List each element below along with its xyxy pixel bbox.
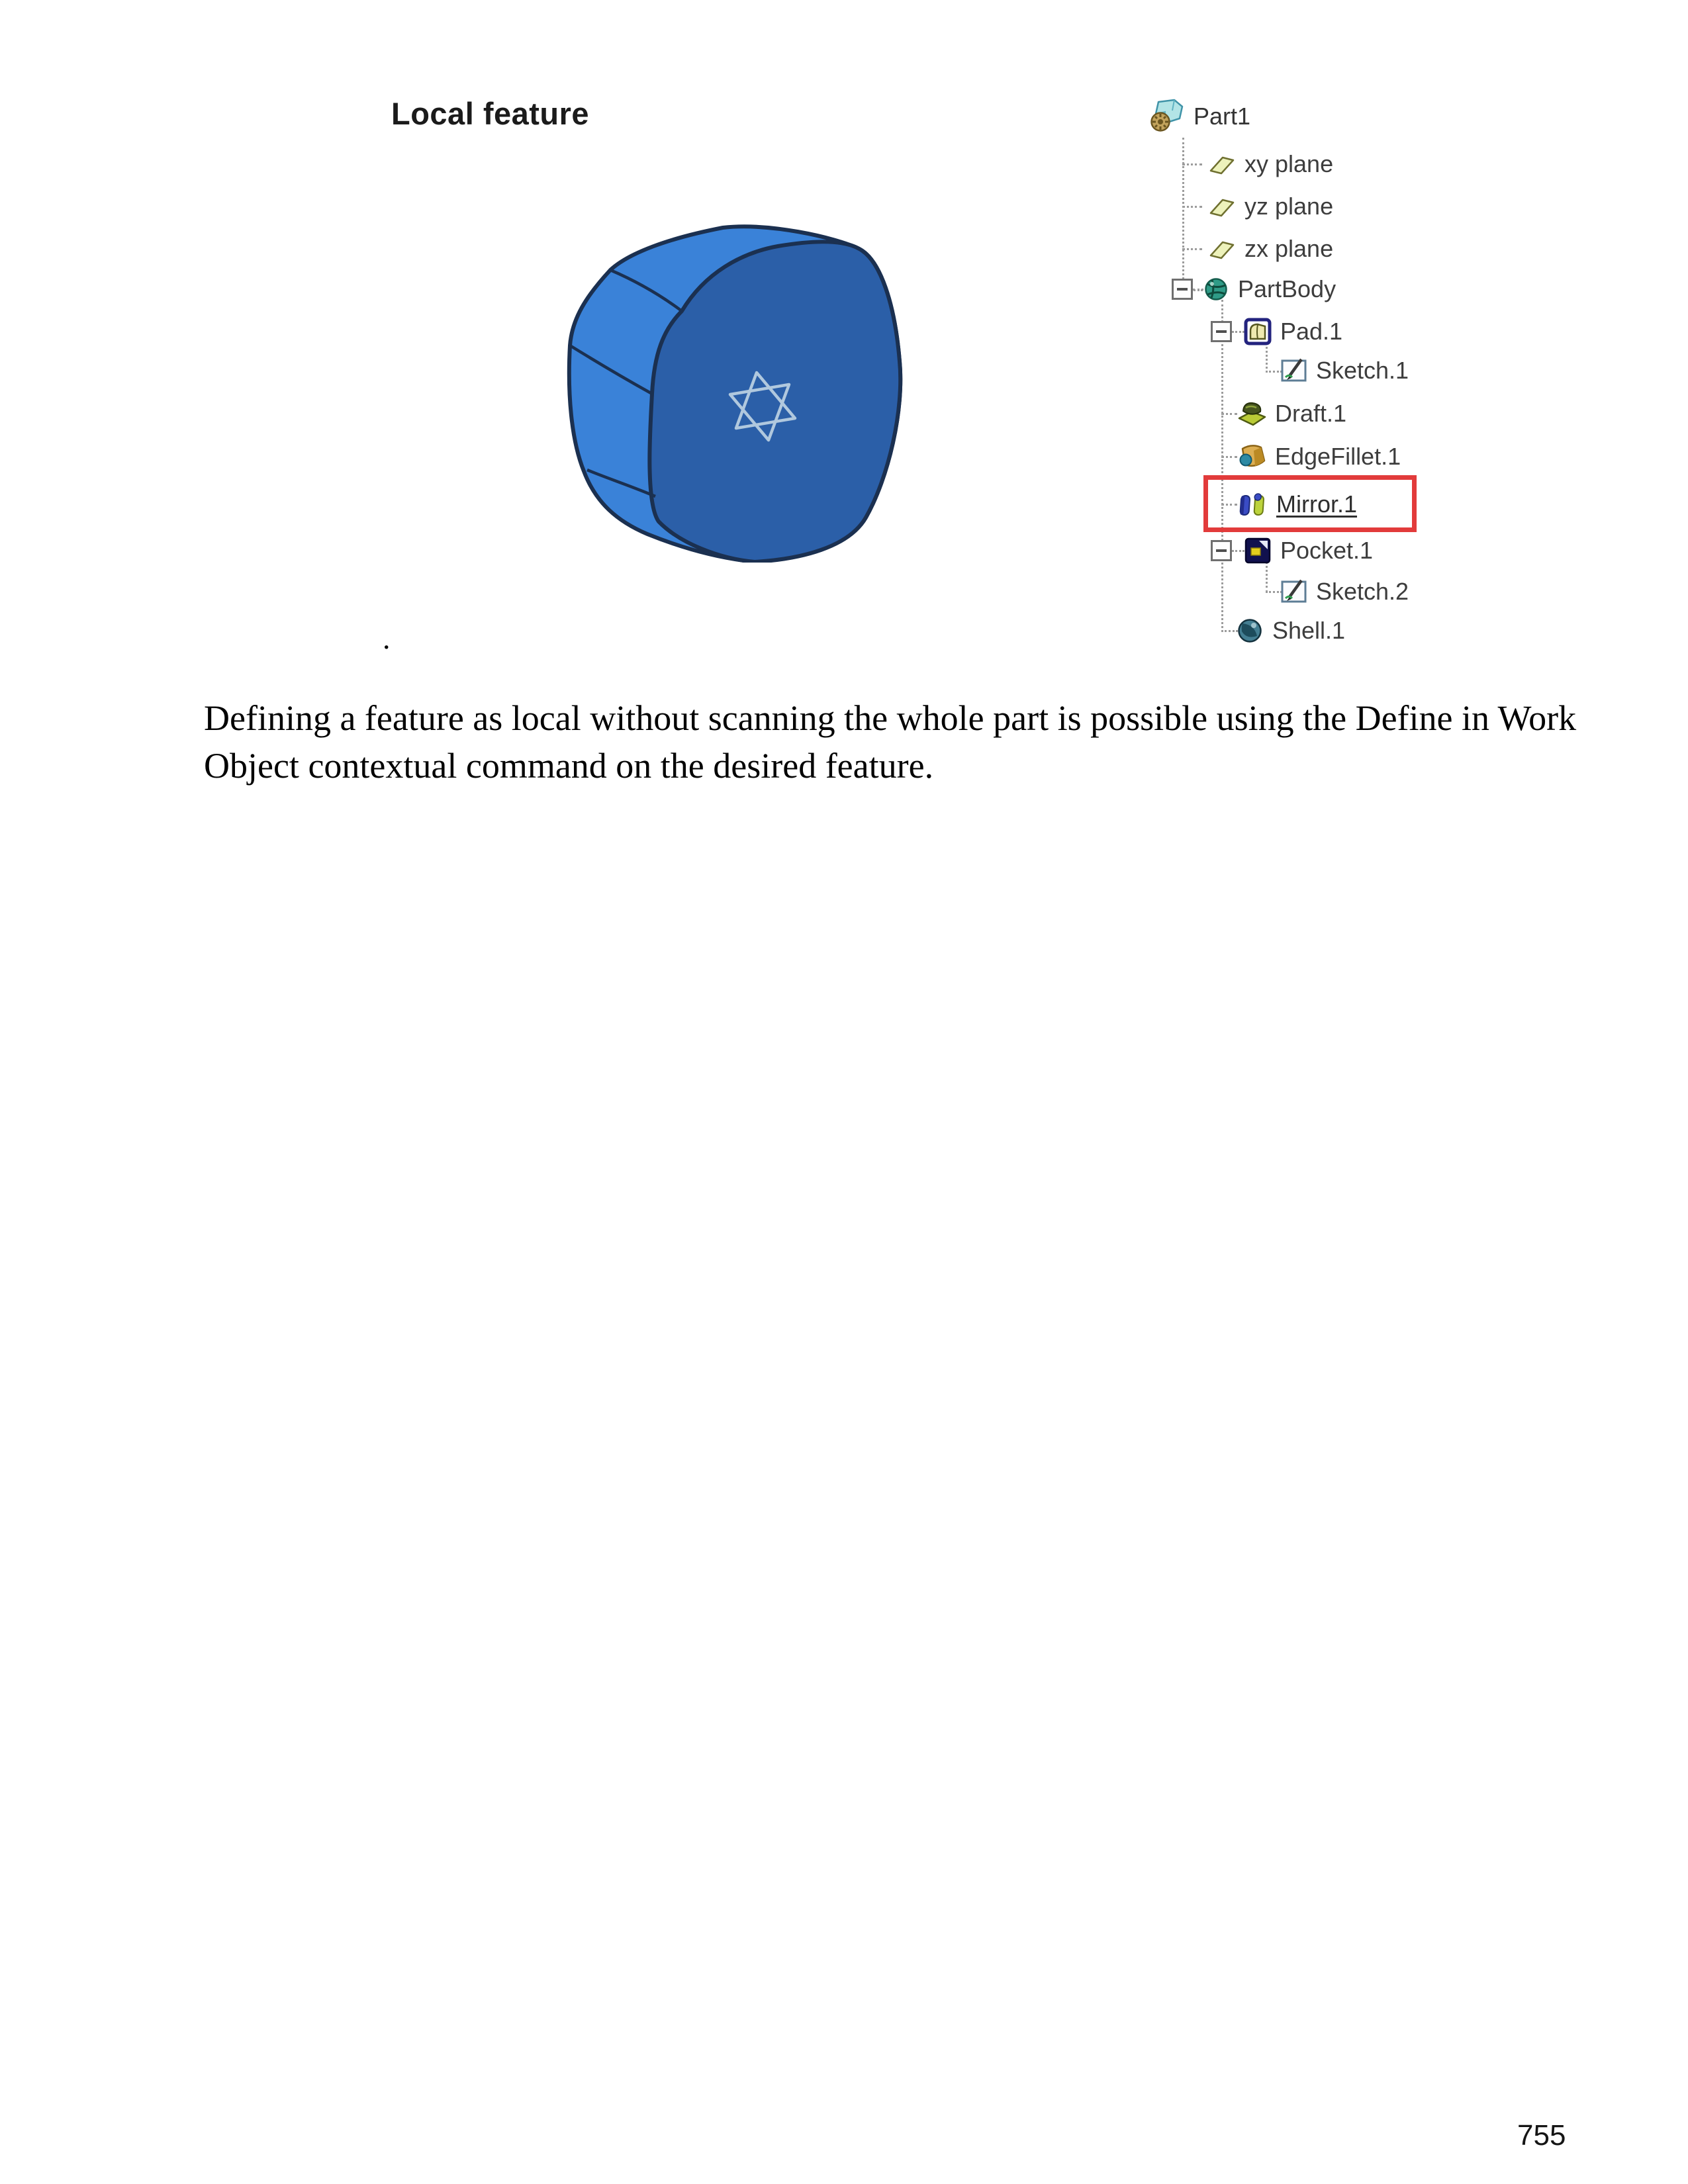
shell-icon <box>1235 616 1264 645</box>
tree-item-label: Draft.1 <box>1275 400 1347 427</box>
tree-item-label: Mirror.1 <box>1276 490 1358 518</box>
tree-connector <box>1182 163 1202 165</box>
tree-item-label: zx plane <box>1244 235 1334 262</box>
highlight-box-mirror <box>1203 475 1417 532</box>
pad-icon <box>1243 317 1272 346</box>
tree-item-label: EdgeFillet.1 <box>1275 443 1401 470</box>
tree-item-partbody[interactable] <box>1202 271 1336 308</box>
tree-connector <box>1182 206 1202 208</box>
edgefillet-icon <box>1237 443 1267 471</box>
caption-dot: . <box>383 621 391 655</box>
expander-pocket1[interactable] <box>1211 540 1232 561</box>
tree-item-label: Part1 <box>1194 103 1251 130</box>
tree-connector <box>1221 413 1237 415</box>
draft-icon <box>1237 400 1267 428</box>
part-icon <box>1147 99 1186 134</box>
tree-item-label: Sketch.2 <box>1316 578 1409 605</box>
tree-item-label: Sketch.1 <box>1316 357 1409 384</box>
page-number: 755 <box>1517 2119 1566 2152</box>
expander-pad1[interactable] <box>1211 321 1232 342</box>
tree-item-draft1[interactable] <box>1237 395 1346 432</box>
tree-item-label: Shell.1 <box>1272 617 1346 644</box>
tree-item-shell1[interactable] <box>1235 612 1345 649</box>
figure-3d-model <box>549 218 920 563</box>
tree-item-xy-plane[interactable] <box>1203 146 1333 183</box>
tree-item-sketch2[interactable] <box>1280 573 1409 610</box>
tree-item-label: xy plane <box>1244 150 1334 177</box>
minus-icon <box>1177 288 1188 291</box>
tree-item-zx-plane[interactable] <box>1203 230 1333 267</box>
tree-item-label: yz plane <box>1244 193 1334 220</box>
sketch-icon <box>1280 578 1308 606</box>
tree-item-label: PartBody <box>1238 275 1336 302</box>
tree-connector <box>1182 138 1203 291</box>
tree-connector <box>1182 248 1202 250</box>
tree-item-label: Pad.1 <box>1280 318 1343 345</box>
tree-item-yz-plane[interactable] <box>1203 188 1333 225</box>
minus-icon <box>1216 549 1227 552</box>
tree-item-sketch1[interactable] <box>1280 352 1409 389</box>
partbody-icon <box>1202 275 1230 303</box>
tree-item-pad1[interactable] <box>1243 313 1342 350</box>
plane-icon <box>1203 196 1237 217</box>
part-3d-illustration <box>549 218 920 563</box>
pocket-icon <box>1243 536 1272 565</box>
minus-icon <box>1216 330 1227 333</box>
plane-icon <box>1203 238 1237 259</box>
tree-item-edgefillet1[interactable] <box>1237 438 1401 475</box>
tree-connector <box>1221 456 1237 458</box>
tree-item-label: Pocket.1 <box>1280 537 1374 564</box>
expander-partbody[interactable] <box>1172 279 1193 300</box>
plane-icon <box>1203 154 1237 175</box>
tree-item-part1[interactable] <box>1147 98 1250 135</box>
figure-heading: Local feature <box>391 96 590 131</box>
tree-connector <box>1221 300 1238 632</box>
tree-item-pocket1[interactable] <box>1243 532 1373 569</box>
body-paragraph: Defining a feature as local without scanning the whole part is possible using the Define in Work Object contextual command on the desired feature. <box>204 698 1577 786</box>
sketch-icon <box>1280 357 1308 385</box>
